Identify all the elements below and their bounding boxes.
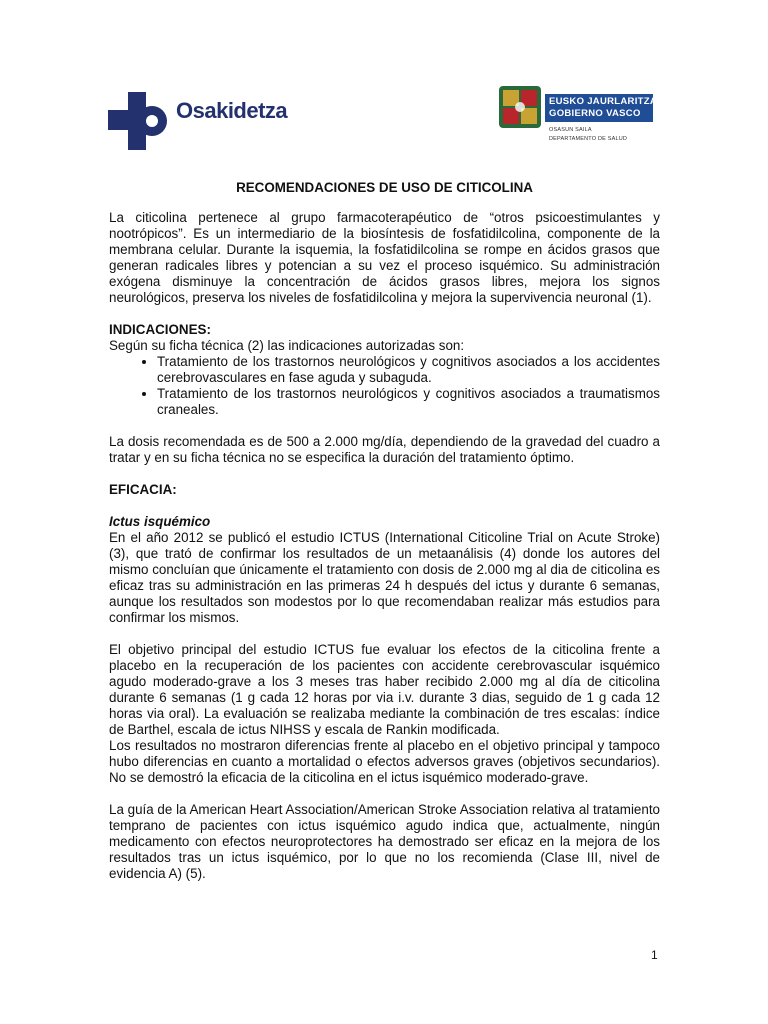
ictus-paragraph-2: El objetivo principal del estudio ICTUS fue evaluar los efectos de la citicolina frente a placebo en la recuperación de los pacientes con accidente cerebrovascular isquémico agudo moderado-grave a los 3 meses tras haber recibido 2.000 mg al día de citicolina durante 6 semanas (1 g cada 12 horas por via i.v. durante 3 dias, seguido de 1 g cada 12 horas via oral). La evaluación se realizaba mediante la combinación de tres escalas: índice de Barthel, escala de ictus NIHSS y escala de Rankin modificada. <box>109 642 660 737</box>
ictus-paragraph-1: En el año 2012 se publicó el estudio ICTUS (International Citicoline Trial on Acute Stroke) (3), que trató de confirmar los resultados de un metaanálisis (4) donde los autores del mismo concluían que únicamente el tratamiento con dosis de 2.000 mg al dia de citicolina es eficaz tras su administración en las primeras 24 h después del ictus y durante 6 semanas, aunque los resultados son modestos por lo que recomendaban realizar más estudios para confirmar los mismos. <box>109 530 660 625</box>
dept-spanish: DEPARTAMENTO DE SALUD <box>549 136 628 142</box>
dose-paragraph: La dosis recomendada es de 500 a 2.000 mg/día, dependiendo de la gravedad del cuadro a tratar y en su ficha técnica no se especifica la duración del tratamiento óptimo. <box>109 434 660 465</box>
page-number: 1 <box>651 948 658 962</box>
ictus-paragraph-4: La guía de la American Heart Association/American Stroke Association relativa al tratamiento temprano de pacientes con ictus isquémico agudo indica que, actualmente, ningún medicamento con efectos neuroprotectores ha demostrado ser eficaz en la mejora de los resultados tras un ictus isquémico, por lo que no los recomienda (Clase III, nivel de evidencia A) (5). <box>109 802 660 881</box>
gov-line-spanish: GOBIERNO VASCO <box>549 108 641 119</box>
department-label <box>549 126 627 144</box>
gov-line-basque: EUSKO JAURLARITZA <box>549 96 658 107</box>
indications-heading: INDICACIONES: <box>109 322 211 337</box>
efficacy-heading: EFICACIA: <box>109 482 177 497</box>
osakidetza-cross-icon <box>108 92 168 150</box>
indications-list <box>109 354 660 418</box>
osakidetza-logo <box>108 92 298 152</box>
intro-paragraph: La citicolina pertenece al grupo farmacoterapéutico de “otros psicoestimulantes y nootrópicos”. Es un intermediario de la biosíntesis de fosfatidilcolina, componente de la membrana celular. Durante la isquemia, la fosfatidilcolina se rompe en ácidos grasos que generan radicales libres y potencian a su vez el proceso isquémico. Su administración exógena disminuye la concentración de ácidos grasos libres, mejora los signos neurológicos, preserva los niveles de fosfatidilcolina y mejora la supervivencia neuronal (1). <box>109 210 660 305</box>
gobierno-vasco-logo <box>497 84 657 154</box>
document-body <box>109 180 660 882</box>
list-item: • Tratamiento de los trastornos neurológicos y cognitivos asociados a los accidentes cerebrovasculares en fase aguda y subaguda. <box>157 354 660 386</box>
dept-basque: OSASUN SAILA <box>549 127 592 133</box>
indications-lead: Según su ficha técnica (2) las indicaciones autorizadas son: <box>109 338 465 353</box>
document-title: RECOMENDACIONES DE USO DE CITICOLINA <box>236 180 533 195</box>
ictus-heading: Ictus isquémico <box>109 514 211 529</box>
list-item: • Tratamiento de los trastornos neurológicos y cognitivos asociados a traumatismos craneales. <box>157 386 660 418</box>
gobierno-name-box <box>545 94 658 122</box>
osakidetza-logo-text: Osakidetza <box>176 98 288 123</box>
ictus-paragraph-3: Los resultados no mostraron diferencias frente al placebo en el objetivo principal y tampoco hubo diferencias en cuanto a mortalidad o efectos adversos graves (objetivos secundarios). No se demostró la eficacia de la citicolina en el ictus isquémico moderado-grave. <box>109 738 660 785</box>
coat-of-arms-icon <box>497 84 543 130</box>
